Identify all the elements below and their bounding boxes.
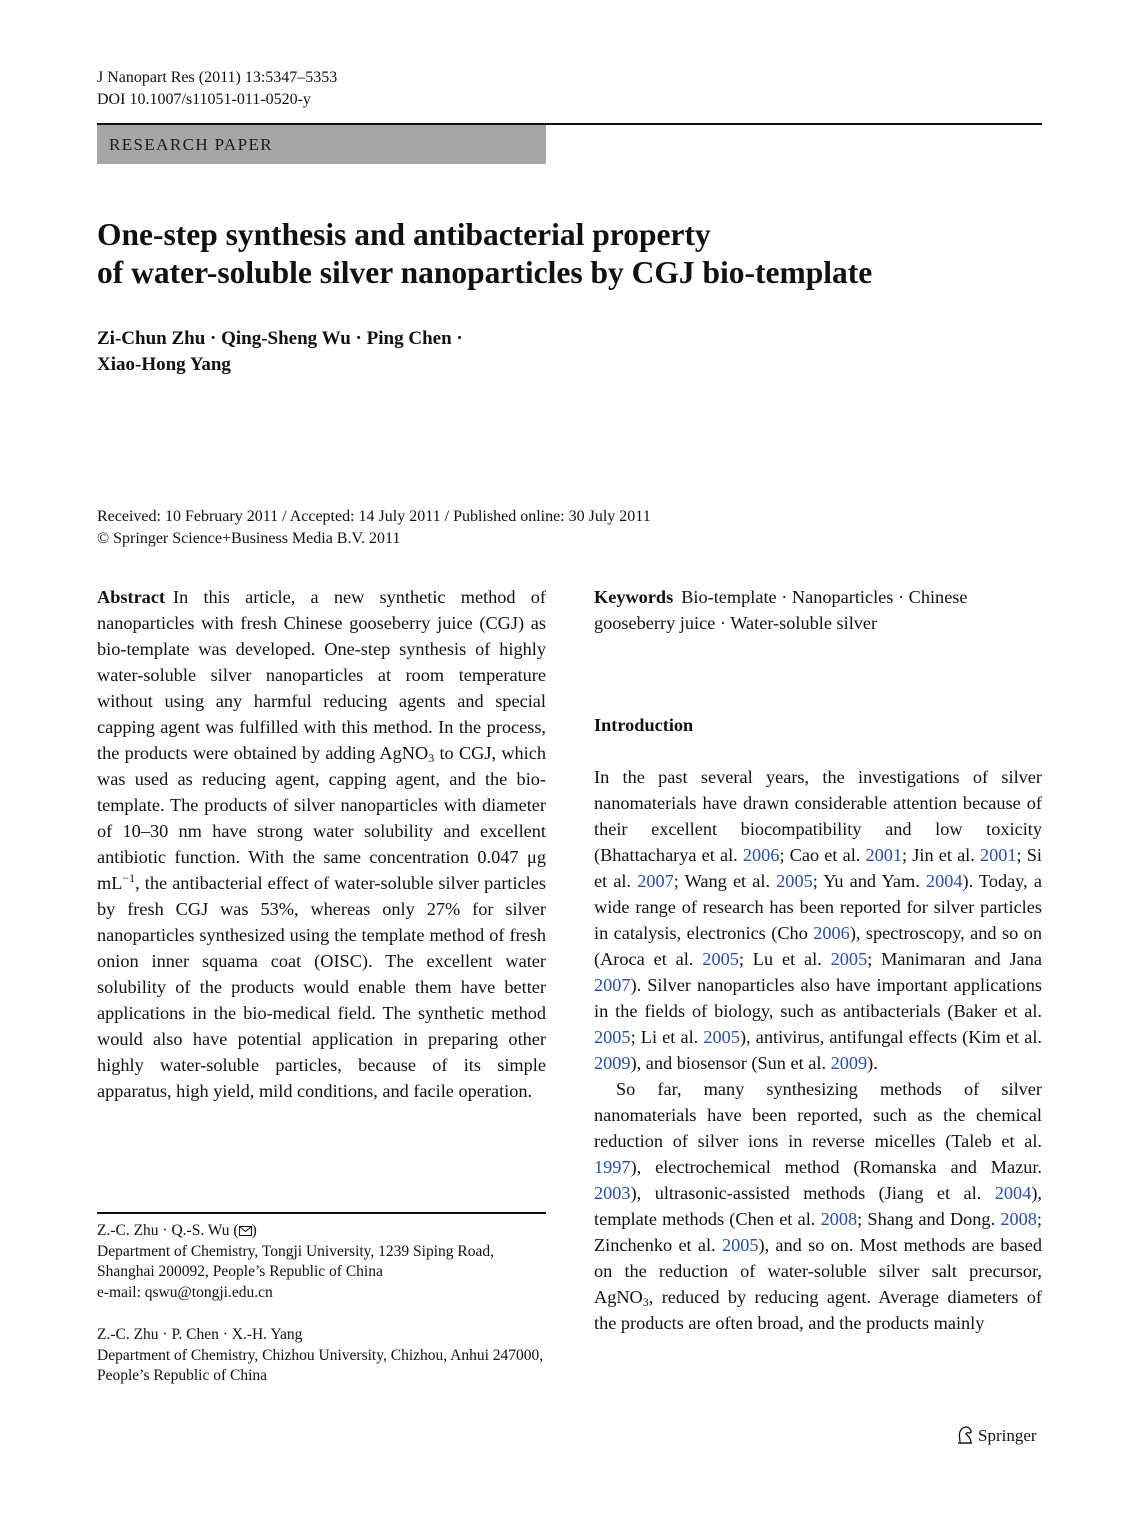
affiliation-1-paren: ) [251, 1222, 257, 1239]
abstract-part-1: In this article, a new synthetic method of nanoparticles with fresh Chinese gooseberry juice (CGJ) as bio-template was developed. One-step synthesis of highly water-soluble silver nanoparticles at room temperature without using any harmful reducing agents and special capping agent was fulfilled with this method. In the process, the products were obtained by adding AgNO [97, 587, 546, 763]
authors-line-2: Xiao-Hong Yang [97, 354, 231, 375]
intro-p2-text: ), template methods (Chen et al. [594, 1183, 1042, 1229]
abstract-section [97, 584, 546, 1104]
intro-p1-citation-link[interactable]: 2001 [865, 845, 903, 865]
intro-p1-citation-link[interactable]: 2006 [813, 923, 850, 943]
introduction-body [594, 764, 1042, 1336]
intro-p2-subscript: 3 [642, 1295, 649, 1309]
intro-p1-text: ). [867, 1053, 878, 1073]
keywords-text [594, 584, 1042, 636]
intro-p1-text: ). Silver nanoparticles also have important applications in the fields of biology, such as antibacterials (Baker et al. [594, 975, 1042, 1021]
footnote-rule [97, 1212, 546, 1214]
intro-p2-text: ), and so on. Most methods are based on the reduction of water-soluble silver salt precursor, AgNO [594, 1235, 1042, 1307]
envelope-icon [239, 1226, 252, 1236]
intro-p2-citation-link[interactable]: 2005 [721, 1235, 759, 1255]
springer-horse-icon [956, 1425, 974, 1445]
intro-p1-citation-link[interactable]: 2006 [742, 845, 780, 865]
intro-p2-text: ; Zinchenko et al. [594, 1209, 1043, 1255]
journal-header [97, 67, 337, 111]
intro-p1-text: ), spectroscopy, and so on (Aroca et al. [594, 923, 1042, 969]
intro-p1-citation-link[interactable]: 2005 [703, 1027, 740, 1047]
journal-doi: DOI 10.1007/s11051-011-0520-y [97, 91, 311, 108]
dates-line: Received: 10 February 2011 / Accepted: 14 July 2011 / Published online: 30 July 2011 [97, 508, 651, 525]
publisher-name: Springer [978, 1426, 1037, 1445]
springer-logo [956, 1424, 1037, 1448]
affiliation-1-email[interactable]: e-mail: qswu@tongji.edu.cn [97, 1283, 273, 1301]
intro-p1-citation-link[interactable]: 2005 [830, 949, 868, 969]
affiliation-1 [97, 1221, 546, 1303]
abstract-label: Abstract [97, 587, 166, 607]
keywords-label: Keywords [594, 587, 674, 607]
intro-p2-citation-link[interactable]: 2004 [994, 1183, 1032, 1203]
affiliation-1-author-names: Z.-C. Zhu · Q.-S. Wu ( [97, 1222, 239, 1239]
intro-p2-citation-link[interactable]: 1997 [594, 1157, 631, 1177]
intro-p1-text: ; Cao et al. [779, 845, 866, 865]
introduction-heading: Introduction [594, 715, 694, 735]
copyright-line: © Springer Science+Business Media B.V. 2011 [97, 530, 401, 547]
intro-p1-citation-link[interactable]: 2005 [776, 871, 813, 891]
intro-p1-text: ; Jin et al. [902, 845, 980, 865]
abstract-part-2: to CGJ, which was used as reducing agent, capping agent, and the bio-template. The products of silver nanoparticles with diameter of 10–30 nm have strong water solubility and excellent antibiotic function. With the same concentration 0.047 μg mL [97, 743, 546, 893]
intro-p2-text: ; Shang and Dong. [857, 1209, 1001, 1229]
affiliation-2-dept: Department of Chemistry, Chizhou University, Chizhou, Anhui 247000, People’s Republic of China [97, 1346, 544, 1384]
intro-p1-citation-link[interactable]: 2007 [637, 871, 674, 891]
intro-p2-citation-link[interactable]: 2008 [1000, 1209, 1037, 1229]
intro-p1-citation-link[interactable]: 2001 [979, 845, 1017, 865]
intro-p2-citation-link[interactable]: 2008 [820, 1209, 858, 1229]
intro-p2-text: So far, many synthesizing methods of silver nanomaterials have been reported, such as the chemical reduction of silver ions in reverse micelles (Taleb et al. [594, 1079, 1042, 1151]
keywords-section [594, 584, 1042, 636]
intro-p1-citation-link[interactable]: 2005 [594, 1027, 631, 1047]
title-line-1: One-step synthesis and antibacterial property [97, 217, 711, 252]
intro-p1-text: ), and biosensor (Sun et al. [630, 1053, 831, 1073]
intro-p2-text: ), ultrasonic-assisted methods (Jiang et al. [630, 1183, 995, 1203]
journal-citation: J Nanopart Res (2011) 13:5347–5353 [97, 69, 338, 86]
affiliation-1-authors [97, 1221, 546, 1242]
article-type-banner: RESEARCH PAPER [97, 125, 546, 164]
keywords-list: Bio-template · Nanoparticles · Chinese gooseberry juice · Water-soluble silver [594, 587, 968, 633]
publication-dates [97, 506, 651, 550]
abstract-superscript: −1 [122, 871, 136, 885]
intro-p1-text: ; Yu and Yam. [812, 871, 926, 891]
author-list [97, 326, 463, 378]
affiliation-2-authors: Z.-C. Zhu · P. Chen · X.-H. Yang [97, 1326, 303, 1343]
intro-p1-text: ). Today, a wide range of research has been reported for silver particles in catalysis, electronics (Cho [594, 871, 1042, 943]
abstract-subscript: 3 [428, 751, 435, 765]
paper-title [97, 216, 1042, 292]
abstract-part-3: , the antibacterial effect of water-soluble silver particles by fresh CGJ was 53%, whereas only 27% for silver nanoparticles synthesized using the template method of fresh onion inner squama coat (OISC). The excellent water solubility of the products would enable them have better applications in the bio-medical field. The synthetic method would also have potential application in preparing other highly water-soluble particles, because of its simple apparatus, high yield, mild conditions, and facile operation. [97, 873, 546, 1101]
intro-p1-citation-link[interactable]: 2007 [594, 975, 631, 995]
abstract-text [97, 584, 546, 1104]
intro-p2-text: , reduced by reducing agent. Average diameters of the products are often broad, and the products mainly [594, 1287, 1042, 1333]
affiliation-2 [97, 1325, 546, 1387]
intro-p1-citation-link[interactable]: 2004 [925, 871, 963, 891]
intro-p1-citation-link[interactable]: 2005 [702, 949, 739, 969]
intro-paragraph-2 [594, 1076, 1042, 1336]
intro-p1-text: ; Si et al. [594, 845, 1042, 891]
intro-paragraph-1 [594, 764, 1042, 1076]
intro-p1-text: ; Manimaran and Jana [867, 949, 1043, 969]
intro-p1-text: ), antivirus, antifungal effects (Kim et al. [739, 1027, 1042, 1047]
title-line-2: of water-soluble silver nanoparticles by CGJ bio-template [97, 255, 873, 290]
intro-p1-text: ; Li et al. [630, 1027, 704, 1047]
intro-p1-text: ; Lu et al. [738, 949, 831, 969]
intro-p1-text: In the past several years, the investigations of silver nanomaterials have drawn considerable attention because of their excellent biocompatibility and low toxicity (Bhattacharya et al. [594, 767, 1042, 865]
intro-p2-text: ), electrochemical method (Romanska and Mazur. [630, 1157, 1042, 1177]
intro-p2-citation-link[interactable]: 2003 [594, 1183, 631, 1203]
intro-p1-citation-link[interactable]: 2009 [830, 1053, 868, 1073]
affiliation-1-dept: Department of Chemistry, Tongji University, 1239 Siping Road, Shanghai 200092, People’s Republic of China [97, 1242, 494, 1280]
intro-p1-citation-link[interactable]: 2009 [594, 1053, 631, 1073]
authors-line-1: Zi-Chun Zhu · Qing-Sheng Wu · Ping Chen · [97, 328, 463, 349]
intro-p1-text: ; Wang et al. [673, 871, 777, 891]
